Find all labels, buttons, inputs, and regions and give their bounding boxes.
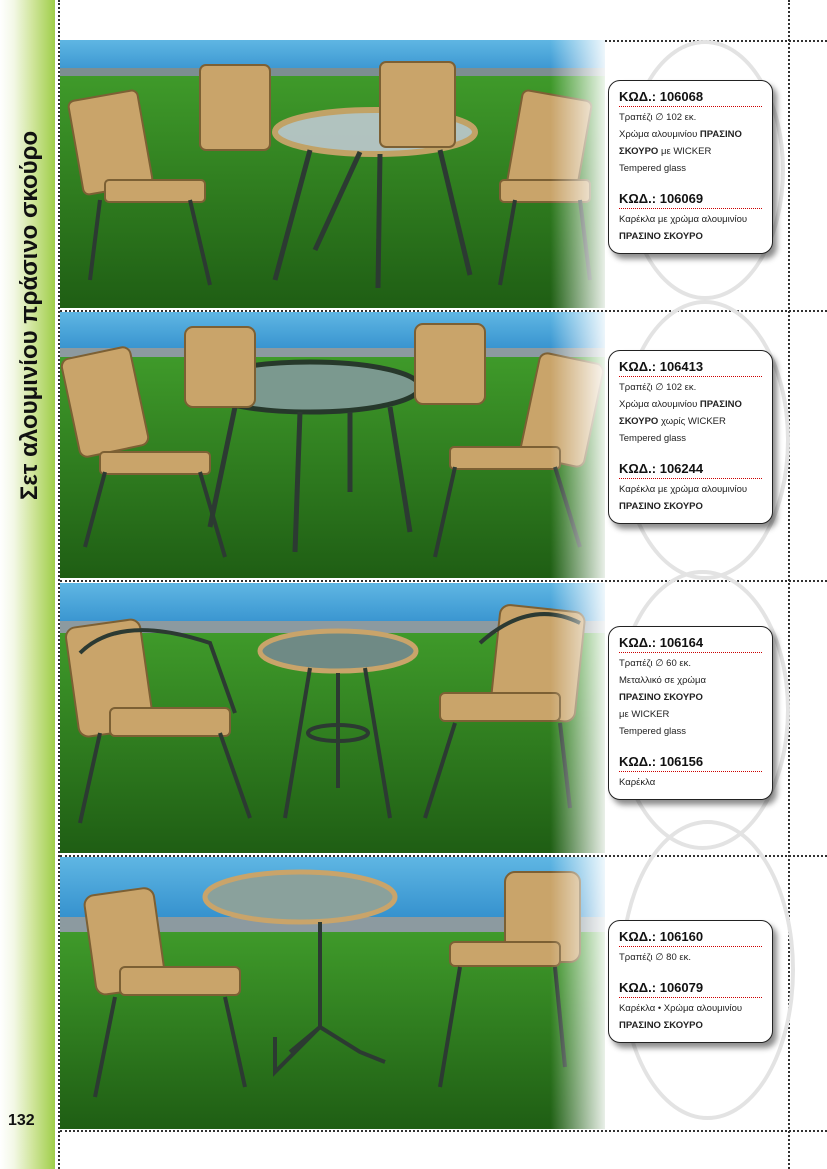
product-photo [60,312,605,578]
product-code: ΚΩΔ.: 106164 [619,635,762,653]
product-entry [619,461,762,515]
product-description [619,211,762,245]
description-line [619,689,762,706]
description-line: Καρέκλα με χρώμα αλουμινίου [619,484,748,495]
description-line: Tempered glass [619,433,687,444]
product-entry [619,191,762,245]
color-highlight: ΣΚΟΥΡΟ [619,416,659,427]
product-photo [60,583,605,853]
description-line [619,498,762,515]
description-line: Χρώμα αλουμινίου ΠΡΑΣΙΝΟ [619,399,742,410]
page-title: Σετ αλουμινίου πράσινο σκούρο [16,130,43,500]
description-line [619,1017,762,1034]
color-highlight: ΣΚΟΥΡΟ [619,146,659,157]
product-info-box [608,350,773,524]
product-info-box [608,626,773,800]
description-line: Καρέκλα [619,777,656,788]
color-highlight: ΠΡΑΣΙΝΟ ΣΚΟΥΡΟ [619,1020,703,1031]
product-code: ΚΩΔ.: 106156 [619,754,762,772]
description-line: Τραπέζι ∅ 80 εκ. [619,952,692,963]
product-entry [619,359,762,447]
color-highlight: ΠΡΑΣΙΝΟ ΣΚΟΥΡΟ [619,231,703,242]
description-line: Tempered glass [619,726,687,737]
description-line [619,228,762,245]
description-line: Καρέκλα • Χρώμα αλουμινίου [619,1003,743,1014]
description-line: με WICKER [619,709,670,720]
product-description [619,1000,762,1034]
product-info-box [608,80,773,254]
description-line: Tempered glass [619,163,687,174]
description-line: Τραπέζι ∅ 102 εκ. [619,382,697,393]
product-code: ΚΩΔ.: 106413 [619,359,762,377]
product-description [619,774,762,791]
description-line: Τραπέζι ∅ 102 εκ. [619,112,697,123]
color-highlight: ΠΡΑΣΙΝΟ ΣΚΟΥΡΟ [619,692,703,703]
description-line: Καρέκλα με χρώμα αλουμινίου [619,214,748,225]
description-line: Μεταλλικό σε χρώμα [619,675,706,686]
product-photo [60,857,605,1129]
product-description [619,481,762,515]
product-entry [619,754,762,791]
product-description [619,109,762,177]
product-photo [60,40,605,308]
product-info-box [608,920,773,1043]
product-code: ΚΩΔ.: 106069 [619,191,762,209]
product-entry [619,929,762,966]
product-description [619,655,762,740]
description-line: ΣΚΟΥΡΟ χωρίς WICKER [619,416,726,427]
product-code: ΚΩΔ.: 106068 [619,89,762,107]
dotted-divider [60,1130,827,1132]
color-highlight: ΠΡΑΣΙΝΟ [699,399,742,410]
product-code: ΚΩΔ.: 106244 [619,461,762,479]
product-entry [619,89,762,177]
product-entry [619,980,762,1034]
product-description [619,949,762,966]
page-number: 132 [8,1112,35,1129]
product-description [619,379,762,447]
product-entry [619,635,762,740]
product-code: ΚΩΔ.: 106160 [619,929,762,947]
color-highlight: ΠΡΑΣΙΝΟ [699,129,742,140]
description-line: Χρώμα αλουμινίου ΠΡΑΣΙΝΟ [619,129,742,140]
product-code: ΚΩΔ.: 106079 [619,980,762,998]
color-highlight: ΠΡΑΣΙΝΟ ΣΚΟΥΡΟ [619,501,703,512]
description-line: Τραπέζι ∅ 60 εκ. [619,658,692,669]
description-line: ΣΚΟΥΡΟ με WICKER [619,146,712,157]
